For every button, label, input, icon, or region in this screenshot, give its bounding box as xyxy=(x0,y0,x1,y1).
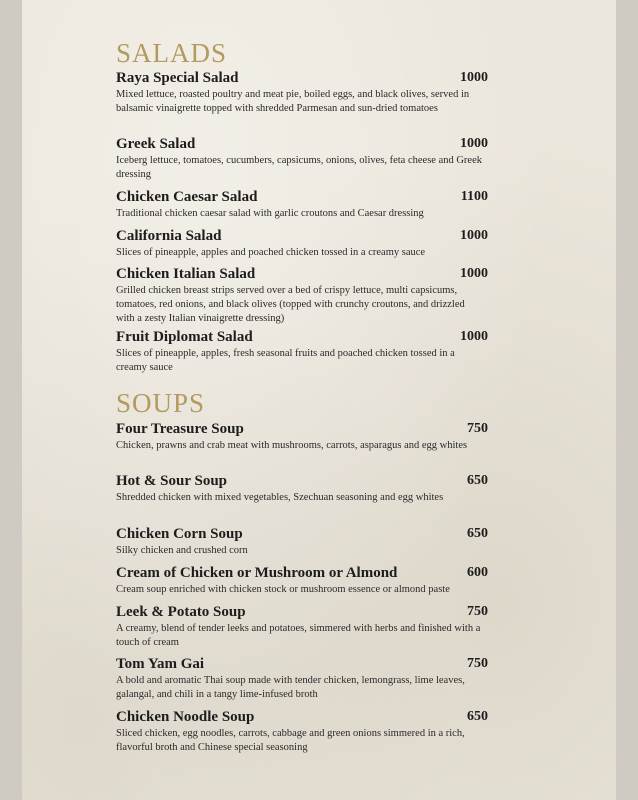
item-price: 600 xyxy=(467,565,488,580)
item-description: Mixed lettuce, roasted poultry and meat pie, boiled eggs, and black olives, served in balsamic vinaigrette topped with shredded Parmesan and sun-dried tomatoes xyxy=(116,89,470,114)
item-name: Fruit Diplomat Salad xyxy=(116,329,253,345)
menu-item xyxy=(116,420,486,453)
menu-item xyxy=(116,472,486,505)
item-price: 750 xyxy=(467,421,488,436)
item-description: Slices of pineapple, apples, fresh seasonal fruits and poached chicken tossed in a creamy sauce xyxy=(116,348,455,373)
soups-heading: SOUPS xyxy=(116,388,206,418)
menu-item xyxy=(116,603,486,650)
item-description: Traditional chicken caesar salad with garlic croutons and Caesar dressing xyxy=(116,208,424,219)
item-name: Raya Special Salad xyxy=(116,70,239,86)
menu-item xyxy=(116,708,486,755)
item-price: 650 xyxy=(467,709,488,724)
item-description: Shredded chicken with mixed vegetables, Szechuan seasoning and egg whites xyxy=(116,492,444,503)
item-name: Leek & Potato Soup xyxy=(116,604,246,620)
menu-item xyxy=(116,328,486,375)
item-name: Greek Salad xyxy=(116,136,196,152)
item-price: 750 xyxy=(467,604,488,619)
menu-item xyxy=(116,564,486,597)
item-description: Silky chicken and crushed corn xyxy=(116,545,248,556)
item-description: Iceberg lettuce, tomatoes, cucumbers, capsicums, onions, olives, feta cheese and Greek dressing xyxy=(116,155,483,180)
item-name: Four Treasure Soup xyxy=(116,421,244,437)
item-name: Chicken Caesar Salad xyxy=(116,189,258,205)
item-description: Sliced chicken, egg noodles, carrots, cabbage and green onions simmered in a rich, flavorful broth and Chinese special seasoning xyxy=(116,728,465,753)
salads-heading: SALADS xyxy=(116,38,228,68)
item-name: Cream of Chicken or Mushroom or Almond xyxy=(116,565,398,581)
menu-page xyxy=(22,0,616,800)
item-name: Chicken Noodle Soup xyxy=(116,709,255,725)
item-description: Chicken, prawns and crab meat with mushrooms, carrots, asparagus and egg whites xyxy=(116,440,468,451)
menu-item xyxy=(116,135,486,182)
menu-item xyxy=(116,265,486,326)
item-price: 1100 xyxy=(460,189,488,204)
item-price: 1000 xyxy=(460,136,488,151)
menu-item xyxy=(116,227,486,260)
item-description: Grilled chicken breast strips served over a bed of crispy lettuce, multi capsicums, tomatoes, red onions, and black olives (topped with crunchy croutons, and drizzled with a zesty Italian vinaigrette dressing) xyxy=(116,285,465,324)
item-name: Chicken Corn Soup xyxy=(116,526,243,542)
item-price: 1000 xyxy=(460,70,488,85)
item-description: Cream soup enriched with chicken stock or mushroom essence or almond paste xyxy=(116,584,450,595)
item-price: 1000 xyxy=(460,266,488,281)
menu-item xyxy=(116,69,486,116)
item-name: Hot & Sour Soup xyxy=(116,473,228,489)
menu-item xyxy=(116,188,486,221)
item-price: 650 xyxy=(467,526,488,541)
item-description: A creamy, blend of tender leeks and potatoes, simmered with herbs and finished with a touch of cream xyxy=(116,623,481,648)
item-name: Chicken Italian Salad xyxy=(116,266,256,282)
menu-item xyxy=(116,525,486,558)
item-price: 750 xyxy=(467,656,488,671)
item-name: Tom Yam Gai xyxy=(116,656,205,672)
menu-item xyxy=(116,655,486,702)
item-description: A bold and aromatic Thai soup made with tender chicken, lemongrass, lime leaves, galangal, and chili in a tangy lime-infused broth xyxy=(116,675,465,700)
item-price: 1000 xyxy=(460,329,488,344)
item-price: 1000 xyxy=(460,228,488,243)
item-name: California Salad xyxy=(116,228,222,244)
item-description: Slices of pineapple, apples and poached chicken tossed in a creamy sauce xyxy=(116,247,426,258)
item-price: 650 xyxy=(467,473,488,488)
